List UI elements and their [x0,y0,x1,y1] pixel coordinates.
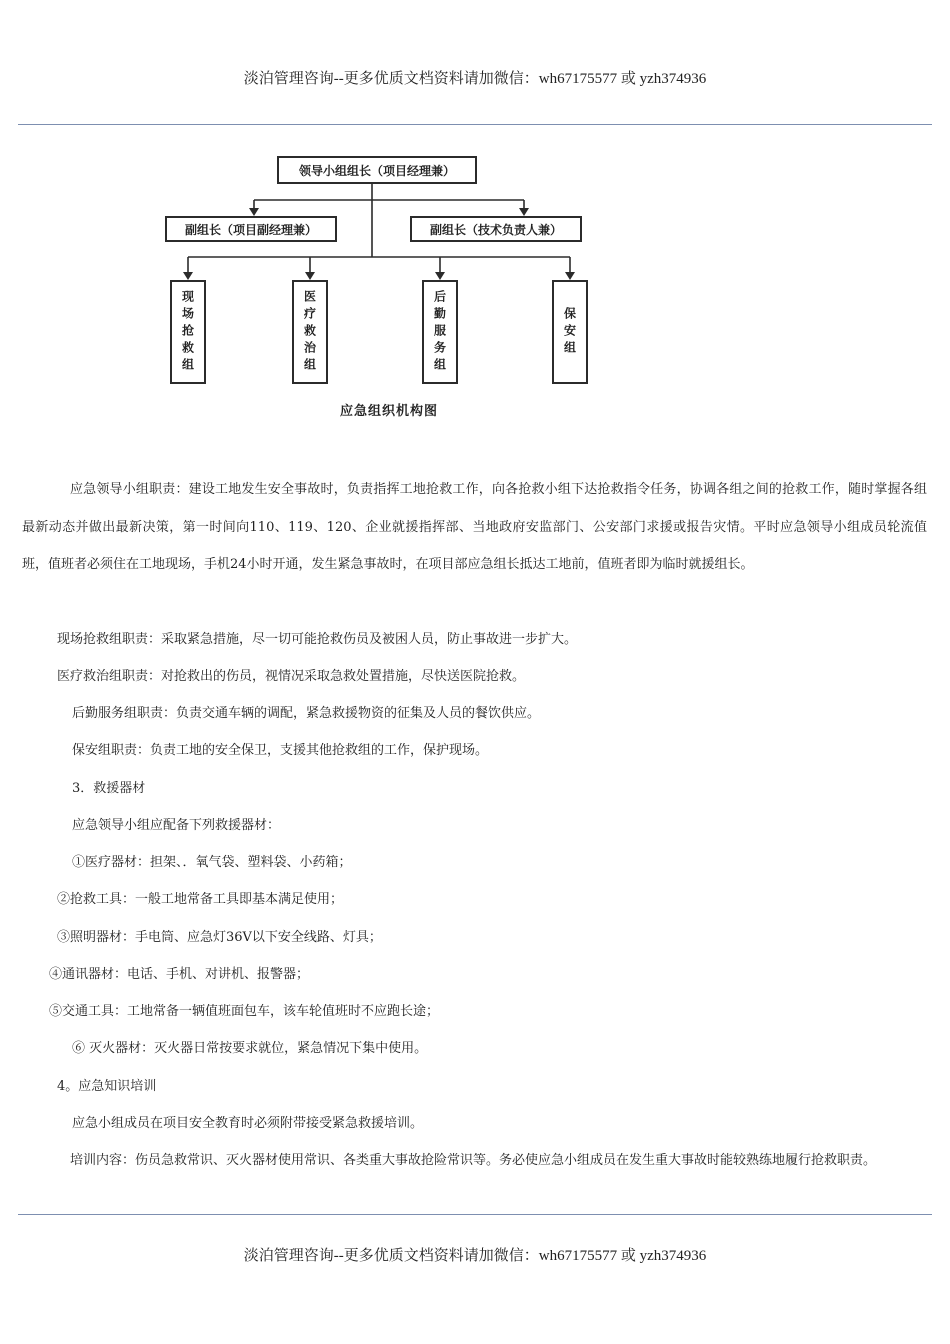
paragraph-leader-duties: 应急领导小组职责：建设工地发生安全事故时，负责指挥工地抢救工作，向各抢救小组下达抢救指令任务，协调各组之间的抢救工作，随时掌握各组最新动态并做出最新决策，第一时间向110、119、120、企业就援指挥部、当地政府安监部门、公安部门求援或报告灾情。平时应急领导小组成员轮流值班，值班者必须住在工地现场，手机24小时开通，发生紧急事故时，在项目部应急组长抵达工地前，值班者即为临时就援组长。 [22,482,927,572]
text-logistics-duties: 后勤服务组职责：负责交通车辆的调配，紧急救援物资的征集及人员的餐饮供应。 [72,706,541,721]
chart-box-team-rescue: 现场抢救组 [170,280,206,384]
org-chart-connectors [160,148,610,430]
text-equipment-intro: 应急领导小组应配备下列救援器材： [72,818,281,833]
chart-box-team-medical: 医疗救治组 [292,280,328,384]
chart-box-leader: 领导小组组长（项目经理兼） [277,156,477,184]
section-heading-equipment: 3．救援器材 [72,781,146,796]
list-item-communication: ④通讯器材：电话、手机、对讲机、报警器； [49,967,310,982]
list-item-medical: ①医疗器材：担架、．氧气袋、塑料袋、小药箱； [72,855,352,870]
header-divider [18,124,932,125]
list-item-lighting: ③照明器材：手电筒、应急灯36V以下安全线路、灯具； [57,930,382,945]
text-security-duties: 保安组职责：负责工地的安全保卫，支援其他抢救组的工作，保护现场。 [72,743,489,758]
list-item-tools: ②抢救工具：一般工地常备工具即基本满足使用； [57,892,344,907]
page-header: 淡泊管理咨询--更多优质文档资料请加微信：wh67175577 或 yzh374936 [243,71,707,87]
text-medical-duties: 医疗救治组职责：对抢救出的伤员，视情况采取急救处置措施，尽快送医院抢救。 [57,669,526,684]
chart-box-team-logistics: 后勤服务组 [422,280,458,384]
chart-box-deputy-left: 副组长（项目副经理兼） [165,216,337,242]
footer-divider [18,1214,932,1215]
text-rescue-duties: 现场抢救组职责：采取紧急措施，尽一切可能抢救伤员及被困人员，防止事故进一步扩大。 [57,632,578,647]
chart-box-team-security: 保安组 [552,280,588,384]
text-training-requirement: 应急小组成员在项目安全教育时必须附带接受紧急救援培训。 [72,1116,424,1131]
org-chart [160,148,610,430]
list-item-fire: ⑥ 灭火器材：灭火器日常按要求就位，紧急情况下集中使用。 [72,1041,428,1056]
chart-box-deputy-right: 副组长（技术负责人兼） [410,216,582,242]
page-footer: 淡泊管理咨询--更多优质文档资料请加微信：wh67175577 或 yzh374936 [243,1248,707,1264]
chart-caption: 应急组织机构图 [340,404,439,419]
paragraph-training-content: 培训内容：伤员急救常识、灭火器材使用常识、各类重大事故抢险常识等。务必使应急小组成员在发生重大事故时能较熟练地履行抢救职责。 [70,1153,877,1168]
section-heading-training: 4。应急知识培训 [57,1079,157,1094]
list-item-transport: ⑤交通工具：工地常备一辆值班面包车，该车轮值班时不应跑长途； [49,1004,440,1019]
